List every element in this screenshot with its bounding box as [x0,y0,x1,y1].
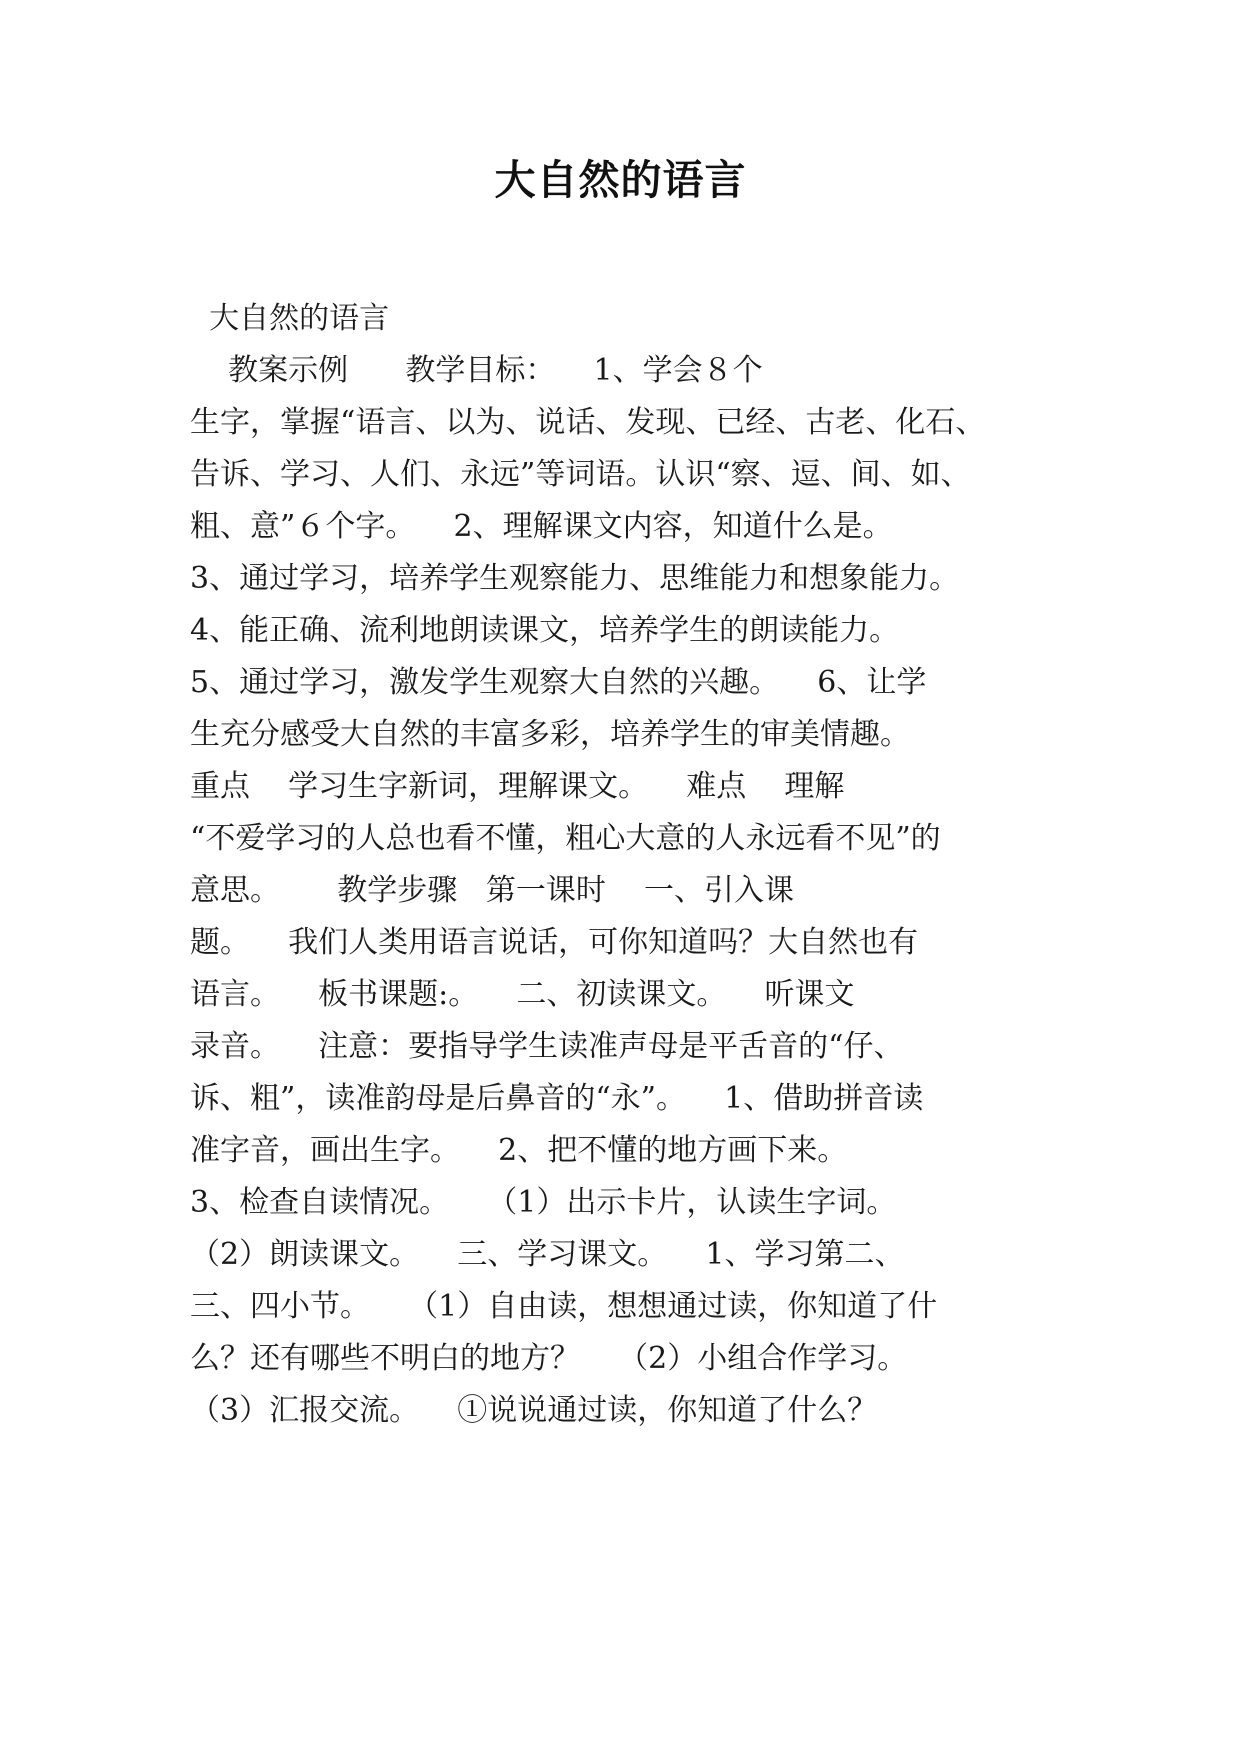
body-line: 告诉、学习、人们、永远”等词语。认识“察、逗、间、如、 [190,457,971,492]
body-line: 题。 我们人类用语言说话，可你知道吗？大自然也有 [190,925,919,960]
body-line: 生字，掌握“语言、以为、说话、发现、已经、古老、化石、 [190,405,986,440]
body-line: 三、四小节。 （1）自由读，想想通过读，你知道了什 [190,1289,938,1324]
document-title: 大自然的语言 [494,156,747,204]
body-line: 5、通过学习，激发学生观察大自然的兴趣。 6、让学 [190,665,927,700]
body-line: 4、能正确、流利地朗读课文，培养学生的朗读能力。 [190,613,900,648]
body-line: 重点 学习生字新词，理解课文。 难点 理解 [190,769,845,804]
body-line: 粗、意”６个字。 2、理解课文内容，知道什么是。 [190,509,893,544]
body-line: 准字音，画出生字。 2、把不懂的地方画下来。 [190,1133,848,1168]
body-line: 3、检查自读情况。 （1）出示卡片，认读生字词。 [190,1185,897,1220]
body-line: （2）朗读课文。 三、学习课文。 1、学习第二、 [190,1237,905,1272]
body-line: （3）汇报交流。 ①说说通过读，你知道了什么？ [190,1393,878,1428]
body-line: 大自然的语言 [190,301,390,336]
body-line: 生充分感受大自然的丰富多彩，培养学生的审美情趣。 [190,717,910,752]
body-line: 么？还有哪些不明白的地方？ （2）小组合作学习。 [190,1341,908,1376]
body-line: 3、通过学习，培养学生观察能力、思维能力和想象能力。 [190,561,960,596]
body-line: 教案示例 教学目标： 1、学会８个 [190,353,763,388]
body-line: “不爱学习的人总也看不懂，粗心大意的人永远看不见”的 [190,821,941,856]
body-line: 语言。 板书课题:。 二、初读课文。 听课文 [190,977,855,1012]
body-line: 录音。 注意：要指导学生读准声母是平舌音的“仔、 [190,1029,904,1064]
body-line: 诉、粗”，读准韵母是后鼻音的“永”。 1、借助拼音读 [190,1081,924,1116]
body-line: 意思。 教学步骤 第一课时 一、引入课 [190,873,794,908]
